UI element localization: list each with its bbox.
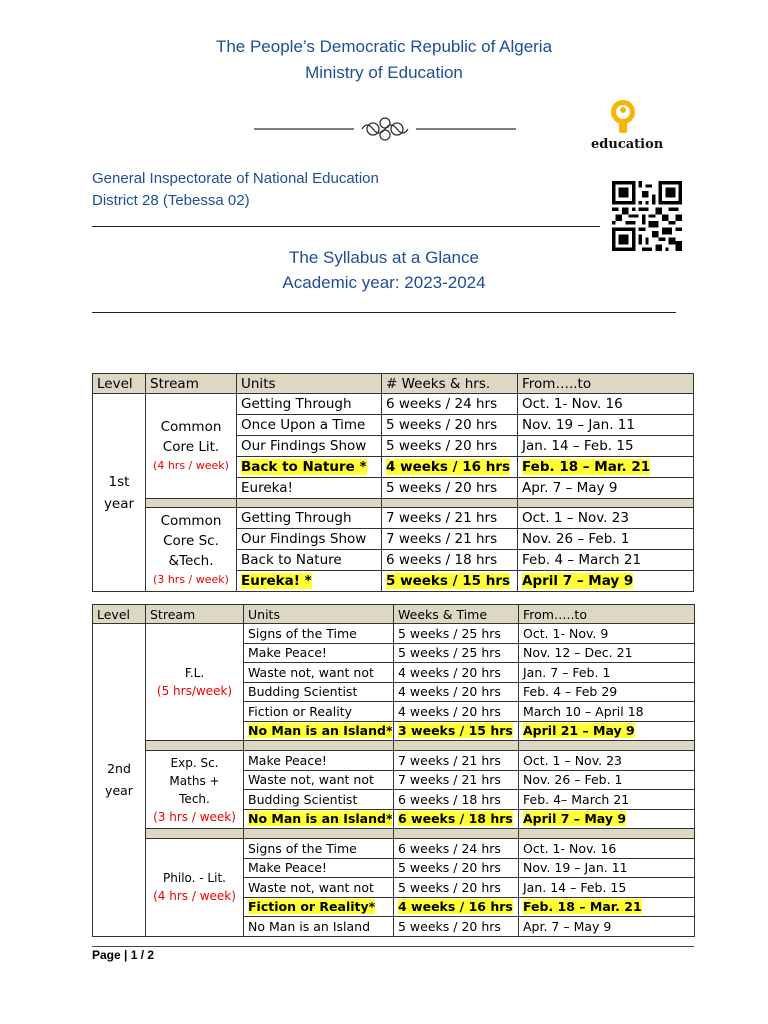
weeks-cell: 5 weeks / 20 hrs (382, 436, 518, 457)
dates-cell: Feb. 18 – Mar. 21 (518, 457, 694, 478)
weeks-cell: 5 weeks / 20 hrs (382, 415, 518, 436)
dates-cell: Nov. 12 – Dec. 21 (519, 643, 695, 663)
header-units: Units (237, 374, 382, 394)
weeks-cell: 6 weeks / 18 hrs (394, 790, 519, 810)
unit-cell: Back to Nature * (237, 457, 382, 478)
dates-cell: Feb. 4– March 21 (519, 790, 695, 810)
page-number: Page | 1 / 2 (92, 948, 155, 962)
header-dates: From…..to (519, 605, 695, 624)
dates-cell: March 10 – April 18 (519, 702, 695, 722)
ministry-title: Ministry of Education (305, 63, 463, 82)
dates-cell: Jan. 14 – Feb. 15 (518, 436, 694, 457)
weeks-cell: 6 weeks / 18 hrs (394, 809, 519, 829)
divider-line (92, 312, 676, 313)
dates-cell: Feb. 4 – March 21 (518, 550, 694, 571)
table-header-row (93, 605, 695, 624)
table-row (93, 751, 695, 771)
weeks-cell: 5 weeks / 25 hrs (394, 643, 519, 663)
separator-row (93, 741, 695, 751)
district-name: District 28 (Tebessa 02) (92, 192, 250, 209)
header-units: Units (244, 605, 394, 624)
stream-cell: Common Core Lit. (4 hrs / week) (146, 394, 237, 499)
header-dates: From…..to (518, 374, 694, 394)
weeks-cell: 6 weeks / 24 hrs (394, 839, 519, 859)
header-weeks: # Weeks & hrs. (382, 374, 518, 394)
weeks-cell: 7 weeks / 21 hrs (394, 770, 519, 790)
weeks-cell: 7 weeks / 21 hrs (382, 529, 518, 550)
weeks-cell: 7 weeks / 21 hrs (382, 508, 518, 529)
weeks-cell: 3 weeks / 15 hrs (394, 721, 519, 741)
unit-cell: Make Peace! (244, 858, 394, 878)
unit-cell: Back to Nature (237, 550, 382, 571)
weeks-cell: 5 weeks / 20 hrs (394, 917, 519, 937)
unit-cell: Fiction or Reality (244, 702, 394, 722)
dates-cell: Oct. 1 – Nov. 23 (518, 508, 694, 529)
weeks-cell: 5 weeks / 20 hrs (394, 878, 519, 898)
dates-cell: April 21 – May 9 (519, 721, 695, 741)
separator-row (93, 499, 694, 508)
dates-cell: Jan. 7 – Feb. 1 (519, 663, 695, 683)
dates-cell: Nov. 26 – Feb. 1 (519, 770, 695, 790)
footer-line (92, 946, 694, 947)
weeks-cell: 6 weeks / 18 hrs (382, 550, 518, 571)
table-row (93, 508, 694, 529)
unit-cell: Fiction or Reality* (244, 897, 394, 917)
dates-cell: Apr. 7 – May 9 (518, 478, 694, 499)
weeks-cell: 5 weeks / 25 hrs (394, 624, 519, 644)
unit-cell: Our Findings Show (237, 529, 382, 550)
dates-cell: Oct. 1- Nov. 16 (519, 839, 695, 859)
stream-cell: Philo. - Lit. (4 hrs / week) (146, 839, 244, 937)
unit-cell: No Man is an Island (244, 917, 394, 937)
weeks-cell: 4 weeks / 16 hrs (382, 457, 518, 478)
table-row (93, 624, 695, 644)
dates-cell: Oct. 1- Nov. 9 (519, 624, 695, 644)
stream-cell: F.L. (5 hrs/week) (146, 624, 244, 741)
table-row (93, 394, 694, 415)
weeks-cell: 7 weeks / 21 hrs (394, 751, 519, 771)
weeks-cell: 4 weeks / 20 hrs (394, 663, 519, 683)
academic-year: Academic year: 2023-2024 (282, 273, 486, 292)
separator-row (93, 829, 695, 839)
header-stream: Stream (146, 605, 244, 624)
unit-cell: Make Peace! (244, 751, 394, 771)
dates-cell: April 7 – May 9 (518, 571, 694, 592)
unit-cell: Getting Through (237, 394, 382, 415)
unit-cell: Our Findings Show (237, 436, 382, 457)
unit-cell: Once Upon a Time (237, 415, 382, 436)
dates-cell: April 7 – May 9 (519, 809, 695, 829)
dates-cell: Feb. 4 – Feb 29 (519, 682, 695, 702)
unit-cell: Budding Scientist (244, 790, 394, 810)
second-year-table (92, 604, 695, 937)
unit-cell: Waste not, want not (244, 878, 394, 898)
table-row (93, 839, 695, 859)
unit-cell: Waste not, want not (244, 663, 394, 683)
weeks-cell: 4 weeks / 20 hrs (394, 702, 519, 722)
unit-cell: No Man is an Island* (244, 809, 394, 829)
divider-line (92, 226, 600, 227)
ornament-divider-icon (254, 116, 516, 142)
unit-cell: Signs of the Time (244, 624, 394, 644)
weeks-cell: 5 weeks / 20 hrs (394, 858, 519, 878)
dates-cell: Nov. 19 – Jan. 11 (519, 858, 695, 878)
first-year-table (92, 373, 694, 592)
weeks-cell: 6 weeks / 24 hrs (382, 394, 518, 415)
dates-cell: Nov. 26 – Feb. 1 (518, 529, 694, 550)
unit-cell: Getting Through (237, 508, 382, 529)
dates-cell: Apr. 7 – May 9 (519, 917, 695, 937)
qr-code-icon (610, 181, 684, 251)
unit-cell: Make Peace! (244, 643, 394, 663)
stream-cell: Common Core Sc. &Tech. (3 hrs / week) (146, 508, 237, 592)
dates-cell: Feb. 18 – Mar. 21 (519, 897, 695, 917)
dates-cell: Jan. 14 – Feb. 15 (519, 878, 695, 898)
weeks-cell: 5 weeks / 20 hrs (382, 478, 518, 499)
unit-cell: No Man is an Island* (244, 721, 394, 741)
syllabus-title: The Syllabus at a Glance (289, 248, 479, 267)
unit-cell: Waste not, want not (244, 770, 394, 790)
table-header-row (93, 374, 694, 394)
weeks-cell: 4 weeks / 20 hrs (394, 682, 519, 702)
dates-cell: Nov. 19 – Jan. 11 (518, 415, 694, 436)
header-stream: Stream (146, 374, 237, 394)
level-cell: 1st year (93, 394, 146, 592)
stream-cell: Exp. Sc. Maths + Tech. (3 hrs / week) (146, 751, 244, 829)
header-weeks: Weeks & Time (394, 605, 519, 624)
dates-cell: Oct. 1- Nov. 16 (518, 394, 694, 415)
unit-cell: Budding Scientist (244, 682, 394, 702)
dates-cell: Oct. 1 – Nov. 23 (519, 751, 695, 771)
unit-cell: Signs of the Time (244, 839, 394, 859)
education-logo-text: education (591, 137, 664, 152)
inspectorate-name: General Inspectorate of National Education (92, 170, 379, 187)
country-title: The People’s Democratic Republic of Algeria (215, 37, 553, 56)
weeks-cell: 4 weeks / 16 hrs (394, 897, 519, 917)
unit-cell: Eureka! * (237, 571, 382, 592)
unit-cell: Eureka! (237, 478, 382, 499)
header-level: Level (93, 605, 146, 624)
level-cell: 2nd year (93, 624, 146, 937)
weeks-cell: 5 weeks / 15 hrs (382, 571, 518, 592)
header-level: Level (93, 374, 146, 394)
